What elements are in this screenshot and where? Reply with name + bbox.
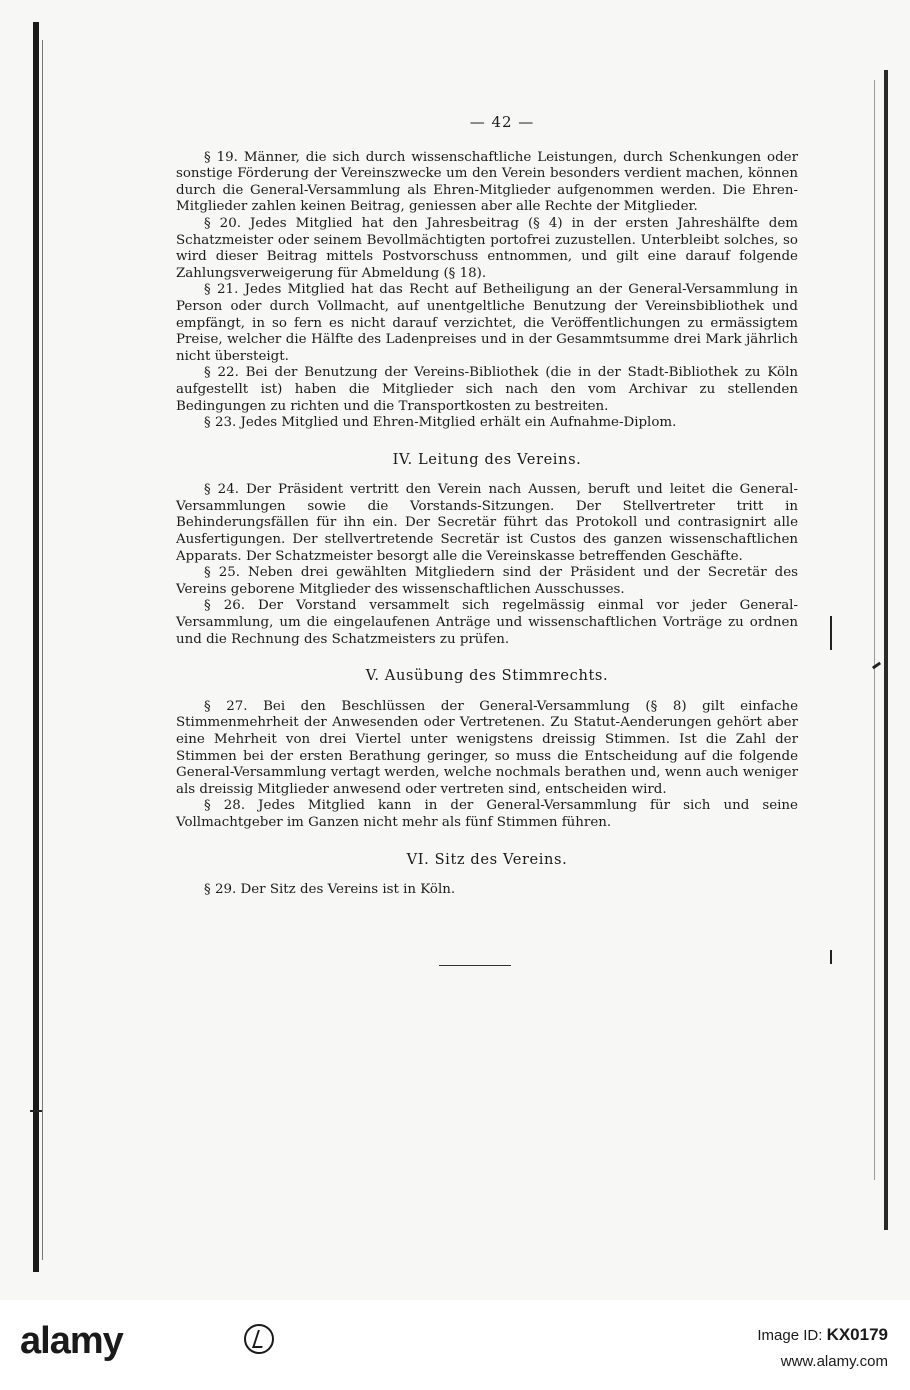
- paragraph-20: § 20. Jedes Mitglied hat den Jahresbeitrag (§ 4) in der ersten Jahreshälfte dem Schatzmeister oder seinem Bevollmächtigten portofrei zuzustellen. Unterbleibt solches, so wird dieser Beitrag mittels Postvorschuss entnommen, und gilt eine darauf folgende Zahlungsverweigerung für Abmeldung (§ 18).: [176, 215, 798, 281]
- paragraph-25: § 25. Neben drei gewählten Mitgliedern sind der Präsident und der Secretär des Vereins geborene Mitglieder des wissenschaftlichen Ausschusses.: [176, 565, 798, 597]
- image-id-block: [757, 1322, 888, 1375]
- scan-speck: [30, 1110, 42, 1112]
- image-id-value: KX0179: [826, 1325, 888, 1344]
- stock-footer: [0, 1300, 910, 1390]
- paragraph-29: § 29. Der Sitz des Vereins ist in Köln.: [204, 882, 456, 898]
- section-heading-vi: VI. Sitz des Vereins.: [406, 850, 568, 868]
- section-5-body: [176, 699, 798, 832]
- section-3-body: [176, 150, 798, 432]
- end-rule: [439, 965, 511, 966]
- paragraph-28: § 28. Jedes Mitglied kann in der General-Versammlung für sich und seine Vollmachtgeber im Ganzen nicht mehr als fünf Stimmen führen.: [176, 798, 798, 830]
- checkmark-logo-icon: [244, 1324, 274, 1354]
- section-heading-v: V. Ausübung des Stimmrechts.: [365, 667, 609, 685]
- scan-edge-left-line: [42, 40, 43, 1260]
- scan-edge-right: [884, 70, 888, 1230]
- paragraph-22: § 22. Bei der Benutzung der Vereins-Bibliothek (die in der Stadt-Bibliothek zu Köln aufgestellt ist) haben die Mitglieder sich nach den vom Archivar zu stellenden Bedingungen zu richten und die Transportkosten zu bestreiten.: [176, 365, 798, 414]
- scan-speck: [830, 950, 832, 964]
- scan-speck: [830, 616, 832, 650]
- section-4-body: [176, 482, 798, 648]
- brand-logo[interactable]: alamy: [20, 1320, 123, 1362]
- paragraph-19: § 19. Männer, die sich durch wissenschaftliche Leistungen, durch Schenkungen oder sonstige Förderung der Vereinszwecke um den Verein besonders verdient machen, können durch die General-Versammlung als Ehren-Mitglieder aufgenommen werden. Die Ehren-Mitglieder zahlen keinen Beitrag, geniessen aber alle Rechte der Mitglieder.: [176, 149, 798, 215]
- paragraph-24: § 24. Der Präsident vertritt den Verein nach Aussen, beruft und leitet die General-Versammlungen sowie die Vorstands-Sitzungen. Der Stellvertreter tritt in Behinderungsfällen für ihn ein. Der Secretär führt das Protokoll und contrasignirt alle Ausfertigungen. Der stellvertretende Secretär ist Custos des ganzen wissenschaftlichen Apparats. Der Schatzmeister besorgt alle die Vereinskasse betreffenden Geschäfte.: [176, 482, 798, 564]
- paragraph-21: § 21. Jedes Mitglied hat das Recht auf Betheiligung an der General-Versammlung in Person oder durch Vollmacht, auf unentgeltliche Benutzung der Vereinsbibliothek und empfängt, in so fern es nicht darauf verzichtet, die Veröffentlichungen zu ermässigtem Preise, welcher die Hälfte des Ladenpreises und in der Gesammtsumme drei Mark jährlich nicht übersteigt.: [176, 282, 798, 364]
- site-link[interactable]: www.alamy.com: [780, 1353, 888, 1370]
- page-number: — 42 —: [469, 113, 535, 131]
- paragraph-27: § 27. Bei den Beschlüssen der General-Versammlung (§ 8) gilt einfache Stimmenmehrheit der Anwesenden oder Vertretenen. Zu Statut-Aenderungen gehört aber eine Mehrheit von drei Viertel unter wenigstens dreissig Stimmen. Ist die Zahl der Stimmen bei der ersten Berathung geringer, so muss die Entscheidung auf die folgende General-Versammlung vertagt werden, welche nochmals berathen und, wenn auch weniger als dreissig Mitglieder anwesend oder vertreten sind, entscheiden wird.: [176, 698, 798, 797]
- scan-edge-right-line: [874, 80, 875, 1180]
- section-heading-iv: IV. Leitung des Vereins.: [392, 450, 582, 468]
- paragraph-26: § 26. Der Vorstand versammelt sich regelmässig einmal vor jeder General-Versammlung, um die eingelaufenen Anträge und wissenschaftlichen Vorträge zu ordnen und die Rechnung des Schatzmeisters zu prüfen.: [176, 598, 798, 647]
- scan-edge-left: [33, 22, 39, 1272]
- paragraph-23: § 23. Jedes Mitglied und Ehren-Mitglied erhält ein Aufnahme-Diplom.: [204, 415, 677, 431]
- section-6-body: [176, 882, 798, 899]
- image-id-label: Image ID:: [757, 1327, 823, 1344]
- document-page: [176, 114, 798, 966]
